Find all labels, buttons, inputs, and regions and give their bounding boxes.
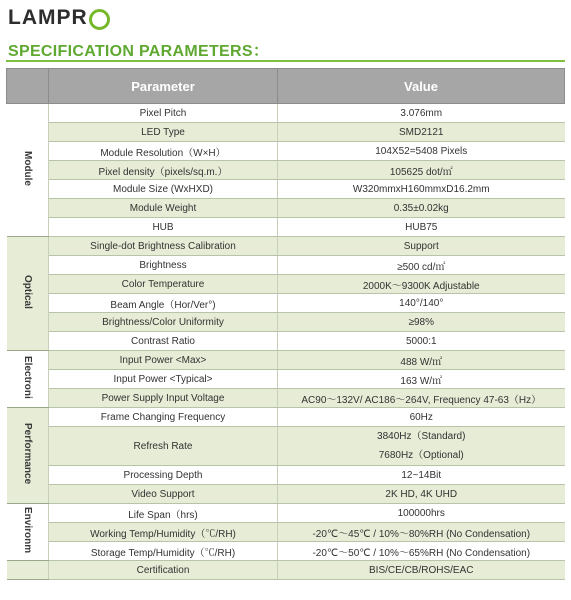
table-row xyxy=(7,180,565,199)
value-cell: 100000hrs xyxy=(278,504,565,523)
group-label: Performance xyxy=(21,423,33,485)
value-cell: 3.076mm xyxy=(278,104,565,123)
table-header-row xyxy=(7,69,565,104)
param-cell: Input Power <Max> xyxy=(49,351,278,370)
table-row xyxy=(7,542,565,561)
header-group-cell xyxy=(7,69,49,104)
table-row xyxy=(7,313,565,332)
param-cell: Contrast Ratio xyxy=(49,332,278,351)
value-cell: 2000K～9300K Adjustable xyxy=(278,275,565,294)
param-cell: Refresh Rate xyxy=(49,427,278,466)
page-title: SPECIFICATION PARAMETERS： xyxy=(8,43,270,60)
table-row xyxy=(7,104,565,123)
table-row xyxy=(7,123,565,142)
param-cell: Processing Depth xyxy=(49,466,278,485)
param-cell: Pixel density（pixels/sq.m.） xyxy=(49,161,278,180)
header-value: Value xyxy=(278,69,565,104)
group-empty xyxy=(7,561,49,580)
value-cell: 12~14Bit xyxy=(278,466,565,485)
value-cell: ≥500 cd/㎡ xyxy=(278,256,565,275)
param-cell: Module Weight xyxy=(49,199,278,218)
group-electronic xyxy=(7,351,49,408)
table-row xyxy=(7,237,565,256)
table-row xyxy=(7,427,565,466)
param-cell: Working Temp/Humidity（℃/RH) xyxy=(49,523,278,542)
param-cell: Pixel Pitch xyxy=(49,104,278,123)
param-cell: Storage Temp/Humidity（℃/RH) xyxy=(49,542,278,561)
table-row xyxy=(7,294,565,313)
group-label: Optical xyxy=(21,275,33,309)
param-cell: HUB xyxy=(49,218,278,237)
param-cell: Life Span（hrs) xyxy=(49,504,278,523)
value-cell: 2K HD, 4K UHD xyxy=(278,485,565,504)
table-row xyxy=(7,275,565,294)
table-row xyxy=(7,408,565,427)
value-cell: 105625 dot/㎡ xyxy=(278,161,565,180)
table-row xyxy=(7,351,565,370)
table-row xyxy=(7,485,565,504)
param-cell: Single-dot Brightness Calibration xyxy=(49,237,278,256)
param-cell: Module Size (WxHXD) xyxy=(49,180,278,199)
value-cell: W320mmxH160mmxD16.2mm xyxy=(278,180,565,199)
value-cell: SMD2121 xyxy=(278,123,565,142)
value-cell: 0.35±0.02kg xyxy=(278,199,565,218)
value-cell: ≥98% xyxy=(278,313,565,332)
value-cell: 488 W/㎡ xyxy=(278,351,565,370)
group-module xyxy=(7,104,49,237)
param-cell: Input Power <Typical> xyxy=(49,370,278,389)
group-label: Module xyxy=(21,151,33,186)
param-cell: Video Support xyxy=(49,485,278,504)
value-line: 7680Hz（Optional) xyxy=(378,450,464,461)
table-row xyxy=(7,161,565,180)
param-cell: Module Resolution（W×H） xyxy=(49,142,278,161)
brand-logo xyxy=(8,4,110,32)
table-row xyxy=(7,504,565,523)
param-cell: Brightness/Color Uniformity xyxy=(49,313,278,332)
value-cell: BIS/CE/CB/ROHS/EAC xyxy=(278,561,565,580)
value-cell: 163 W/㎡ xyxy=(278,370,565,389)
header-parameter: Parameter xyxy=(49,69,278,104)
value-cell: AC90～132V/ AC186～264V, Frequency 47-63（Hz） xyxy=(278,389,565,408)
heading-divider xyxy=(6,60,565,62)
table-row xyxy=(7,389,565,408)
table-row xyxy=(7,256,565,275)
group-environment xyxy=(7,504,49,561)
value-cell-multiline xyxy=(278,427,565,466)
value-cell: Support xyxy=(278,237,565,256)
value-cell: 140°/140° xyxy=(278,294,565,313)
group-optical xyxy=(7,237,49,351)
value-cell: -20℃～50℃ / 10%～65%RH (No Condensation) xyxy=(278,542,565,561)
value-cell: 104X52=5408 Pixels xyxy=(278,142,565,161)
table-row xyxy=(7,523,565,542)
table-row xyxy=(7,370,565,389)
param-cell: Certification xyxy=(49,561,278,580)
param-cell: Color Temperature xyxy=(49,275,278,294)
param-cell: Brightness xyxy=(49,256,278,275)
value-cell: -20℃～45℃ / 10%～80%RH (No Condensation) xyxy=(278,523,565,542)
group-label: Environm xyxy=(21,507,33,554)
table-row xyxy=(7,218,565,237)
param-cell: LED Type xyxy=(49,123,278,142)
spec-table xyxy=(6,68,565,580)
group-performance xyxy=(7,408,49,504)
table-row xyxy=(7,561,565,580)
value-line: 3840Hz（Standard) xyxy=(377,431,466,442)
param-cell: Frame Changing Frequency xyxy=(49,408,278,427)
group-label: Electroni xyxy=(21,356,33,399)
brand-logo-text: LAMPR xyxy=(8,6,88,29)
param-cell: Beam Angle（Hor/Ver°) xyxy=(49,294,278,313)
value-cell: 60Hz xyxy=(278,408,565,427)
param-cell: Power Supply Input Voltage xyxy=(49,389,278,408)
logo-o-icon xyxy=(89,9,110,30)
table-row xyxy=(7,199,565,218)
value-cell: HUB75 xyxy=(278,218,565,237)
table-row xyxy=(7,332,565,351)
table-row xyxy=(7,466,565,485)
value-cell: 5000:1 xyxy=(278,332,565,351)
table-row xyxy=(7,142,565,161)
